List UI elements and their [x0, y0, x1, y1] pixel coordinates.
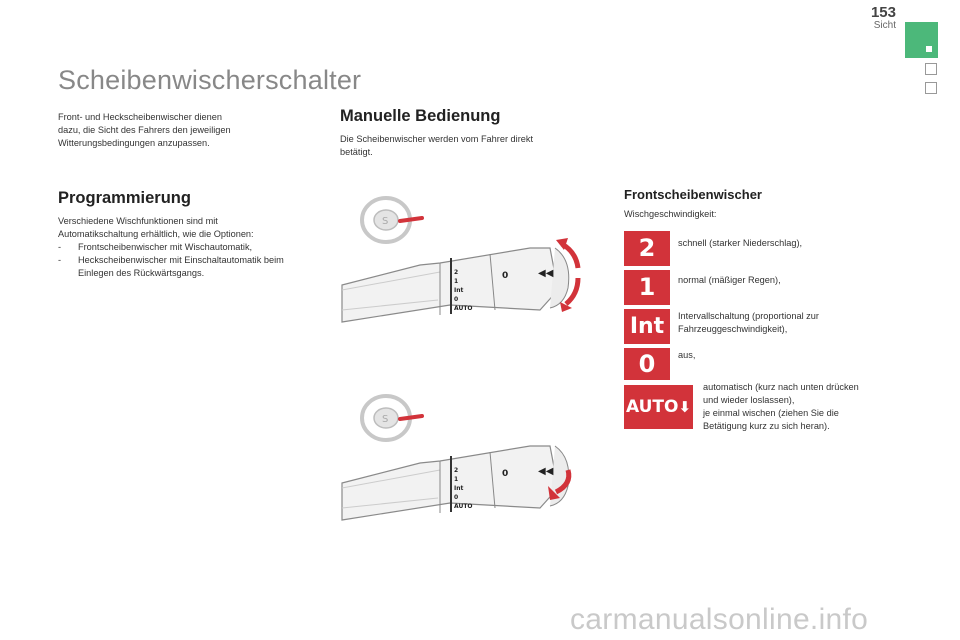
stalk-label: 2	[454, 467, 459, 474]
stalk-label: 0	[454, 494, 459, 501]
svg-text:◀◀: ◀◀	[538, 466, 554, 477]
section-tab[interactable]	[925, 82, 937, 94]
speed-2-icon: 2	[624, 231, 670, 266]
stalk-label: 0	[454, 296, 459, 303]
section-tab[interactable]	[925, 63, 937, 75]
speed-subheading: Wischgeschwindigkeit:	[624, 209, 717, 219]
stalk-label: Int	[454, 485, 464, 492]
wiper-stalk-illustration-bottom	[340, 388, 610, 528]
front-wiper-heading: Frontscheibenwischer	[624, 187, 762, 202]
programmierung-heading: Programmierung	[58, 189, 191, 207]
stalk-label: AUTO	[454, 503, 473, 510]
svg-text:S: S	[382, 414, 389, 425]
speed-auto-text: automatisch (kurz nach unten drücken und wieder loslassen), je einmal wischen (ziehen Sie die Betätigung kurz zu sich heran).	[703, 382, 859, 431]
svg-text:S: S	[382, 216, 389, 227]
section-tab-active[interactable]	[905, 22, 938, 58]
speed-1-icon: 1	[624, 270, 670, 305]
stalk-label: 2	[454, 269, 459, 276]
svg-text:◀◀: ◀◀	[538, 268, 554, 279]
steering-wheel-icon	[362, 198, 422, 242]
steering-wheel-icon	[362, 396, 422, 440]
speed-2-text: schnell (starker Niederschlag),	[678, 238, 803, 248]
wiper-stalk-illustration-top	[340, 190, 610, 330]
speed-int-icon: Int	[624, 309, 670, 344]
svg-text:0: 0	[502, 469, 509, 479]
watermark: carmanualsonline.info	[570, 603, 869, 636]
stalk-label: Int	[454, 287, 464, 294]
manuelle-heading: Manuelle Bedienung	[340, 107, 501, 125]
page-number: 153	[870, 4, 896, 21]
svg-text:0: 0	[502, 271, 509, 281]
page-title: Scheibenwischerschalter	[58, 65, 362, 95]
stalk-label: 1	[454, 476, 459, 483]
section-name: Sicht	[873, 20, 896, 31]
stalk-label: AUTO	[454, 305, 473, 312]
manuelle-text: Die Scheibenwischer werden vom Fahrer direkt betätigt.	[340, 134, 534, 157]
list-item: - Heckscheibenwischer mit Einschaltautomatik beim Einlegen des Rückwärtsgangs.	[58, 254, 313, 280]
programmierung-text: Verschiedene Wischfunktionen sind mit Automatikschaltung erhältlich, wie die Optionen: - Frontscheibenwischer mit Wischautomatik, - Heckscheibenwischer mit Einschaltautomatik beim Einlegen des Rückwärtsgangs.	[58, 215, 313, 280]
speed-0-icon: 0	[624, 348, 670, 380]
speed-1-text: normal (mäßiger Regen),	[678, 275, 781, 285]
stalk-label: 1	[454, 278, 459, 285]
speed-int-text: Intervallschaltung (proportional zur Fahrzeuggeschwindigkeit),	[678, 311, 819, 334]
intro-text: Front- und Heckscheibenwischer dienen dazu, die Sicht des Fahrers den jeweiligen Witterungsbedingungen anzupassen.	[58, 112, 231, 148]
speed-auto-icon: AUTO⬇	[624, 385, 693, 429]
list-item: - Frontscheibenwischer mit Wischautomatik,	[58, 241, 313, 254]
speed-0-text: aus,	[678, 350, 696, 360]
